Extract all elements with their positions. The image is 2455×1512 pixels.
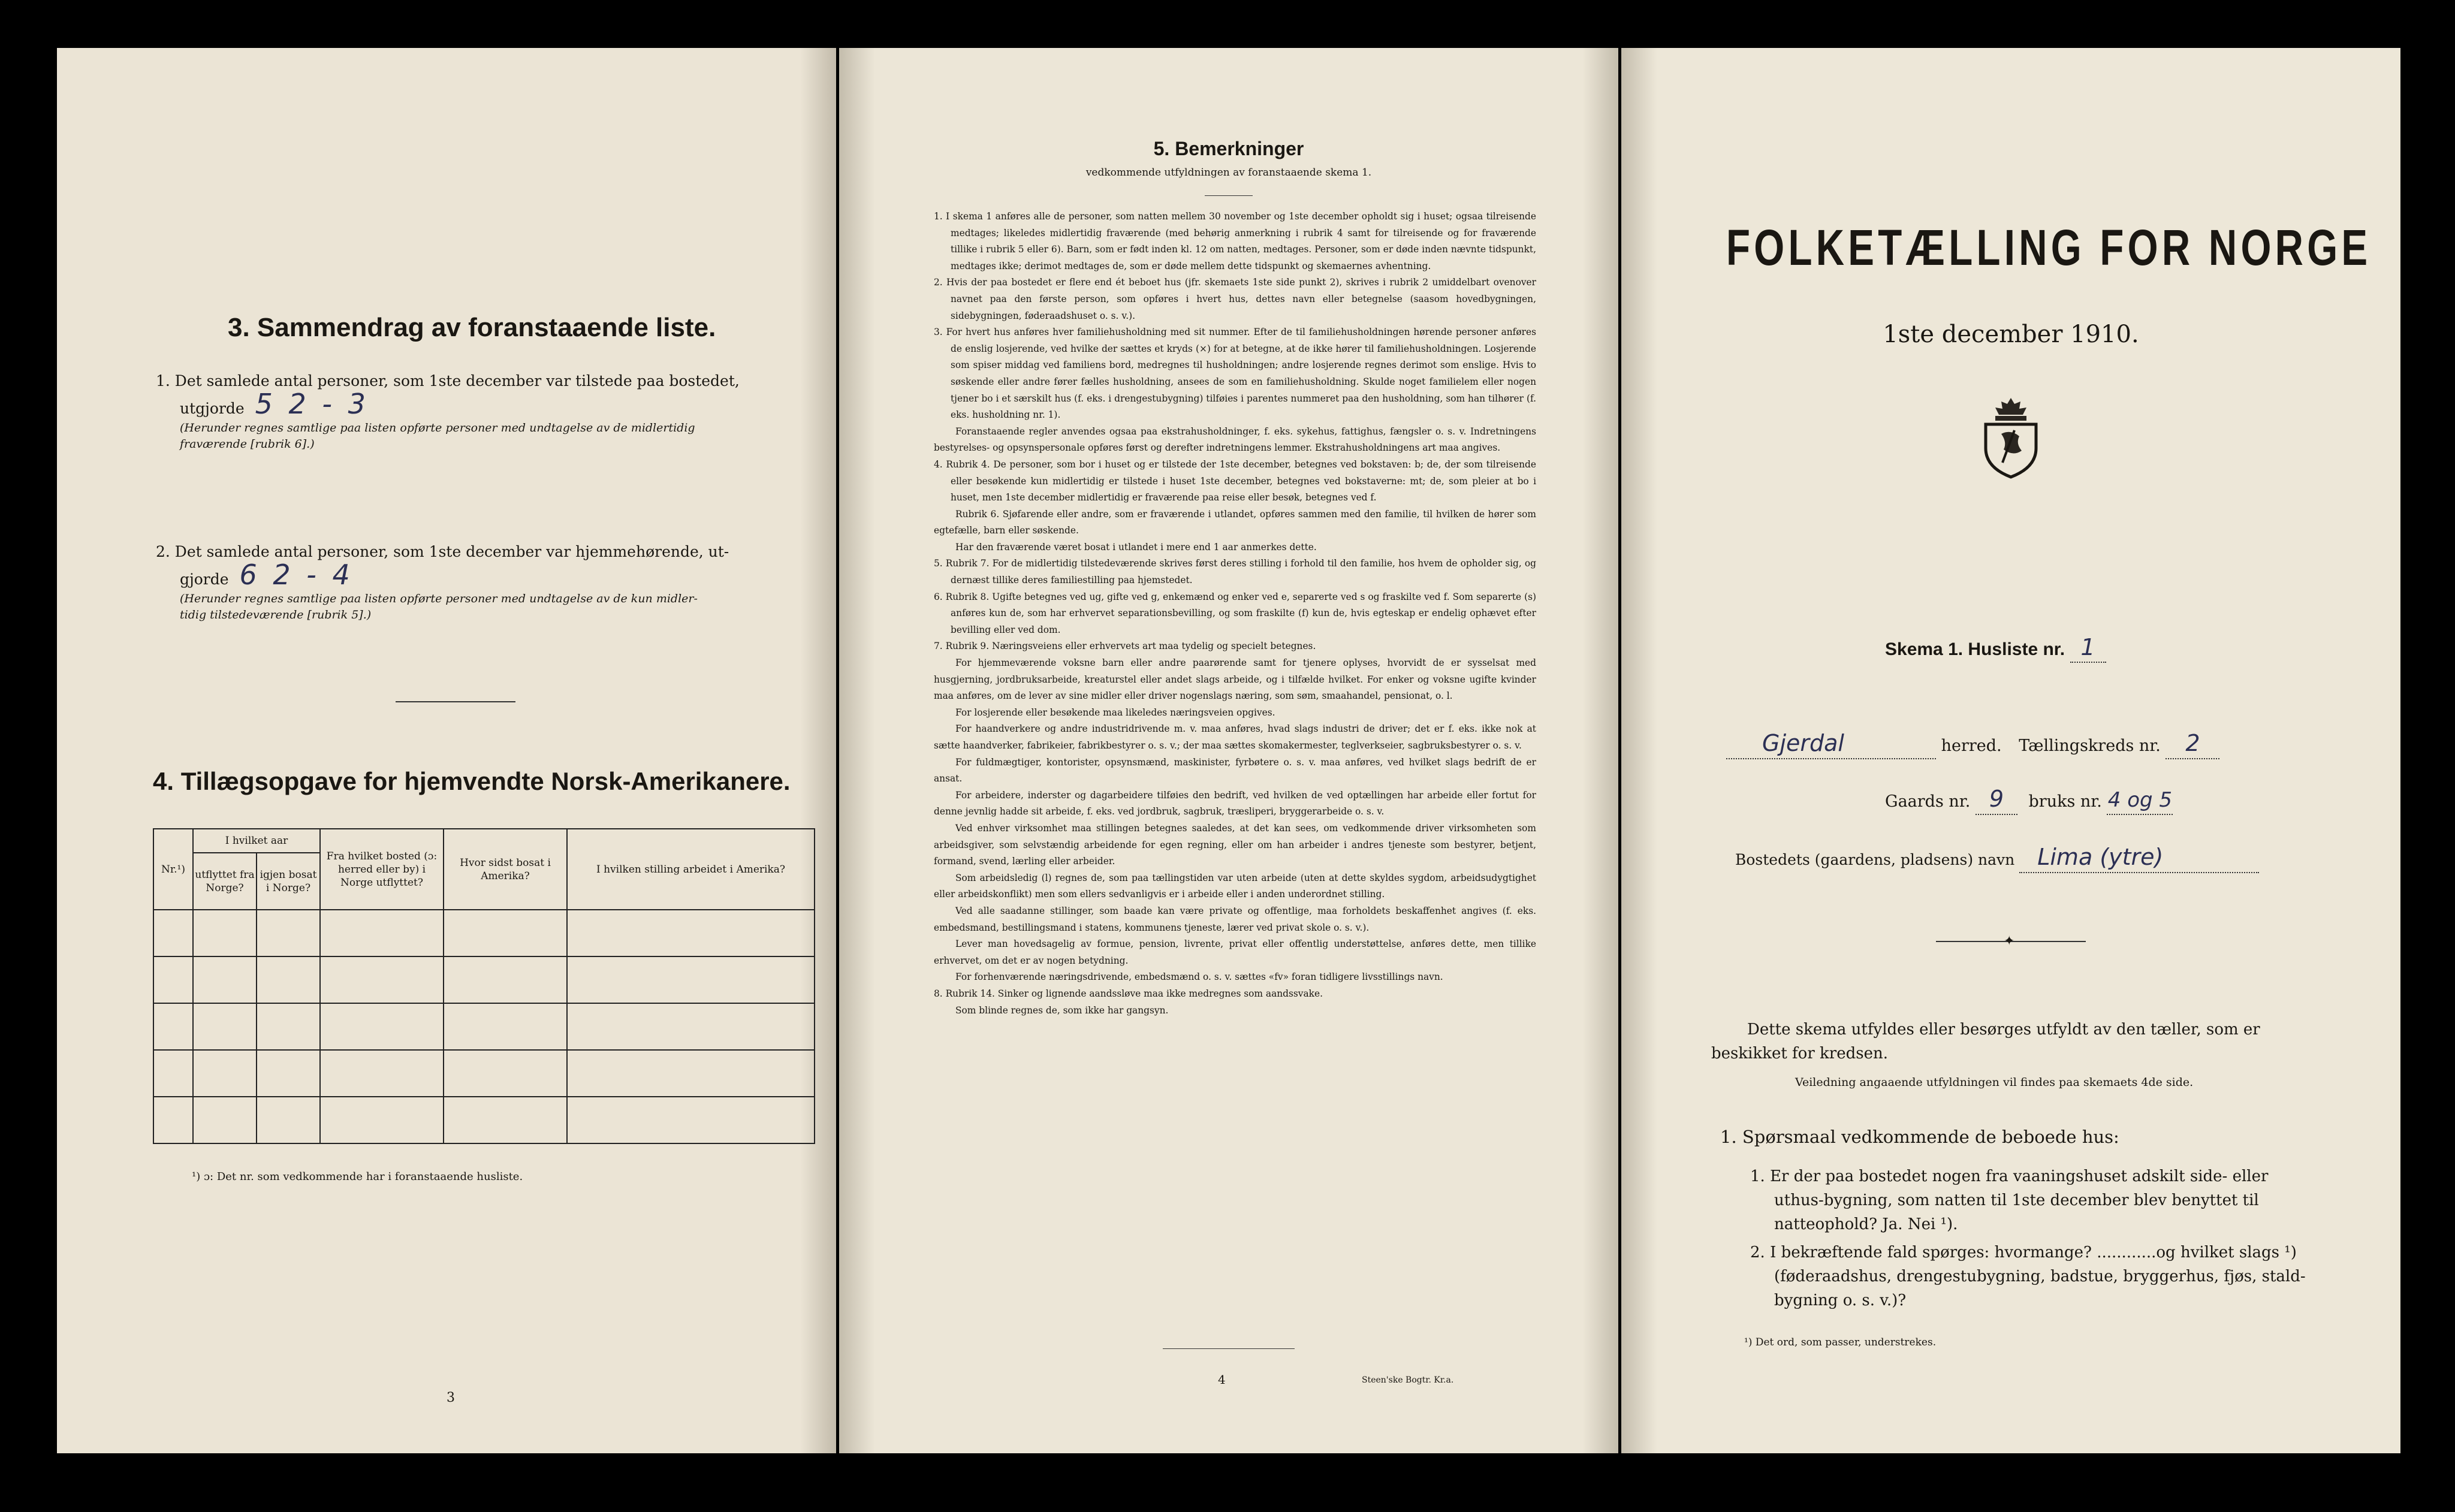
- page-4: [839, 48, 1618, 1453]
- remark-paragraph: 1. I skema 1 anføres alle de personer, som natten mellem 30 november og 1ste december opholdt sig i huset; ogsaa tilreisende medtages; likeledes midlertidig fraværende (med behørig anmerkning i rubrik 4 samt for tilreisende og for fraværende tillike i rubrik 5 eller 6). Barn, som er født inden kl. 12 om natten, medtages. Personer, som er døde inden nævnte tidspunkt, medtages ikke; derimot medtages de, som er døde mellem dette tidspunkt og skemaernes avhentning.: [934, 211, 1536, 271]
- summary-item-2-note: (Herunder regnes samtlige paa listen opførte personer med undtagelse av de kun midler-: [180, 592, 698, 605]
- coat-of-arms-icon: [1977, 396, 2044, 479]
- instructions-line-1: Dette skema utfyldes eller besørges utfyldt av den tæller, som er: [1747, 1021, 2260, 1039]
- bemerkninger-subtitle: vedkommende utfyldningen av foranstaaende skema 1.: [1085, 167, 1372, 179]
- summary-item-1-value: 5 2 - 3: [255, 388, 369, 420]
- gaards-label: Gaards nr.: [1885, 792, 1971, 811]
- table-row: [153, 1097, 815, 1143]
- summary-item-1-text: 1. Det samlede antal personer, som 1ste december var tilstede paa bostedet,: [156, 372, 740, 390]
- census-date: 1ste december 1910.: [1883, 321, 2139, 348]
- bosted-value: Lima (ytre): [2037, 844, 2164, 870]
- krets-value: 2: [2185, 730, 2200, 756]
- bosted-label: Bostedets (gaardens, pladsens) navn: [1735, 851, 2015, 868]
- remark-paragraph: For losjerende eller besøkende maa likeledes næringsveien opgives.: [955, 707, 1275, 718]
- remark-paragraph: 4. Rubrik 4. De personer, som bor i huset og er tilstede der 1ste december, betegnes ved bokstaven: b; de, der som tilreisende eller besøkende kun midlertidig er tilstede i huset 1ste december, betegnes ved bokstaverne: mt; de, som pleier at bo i huset, men 1ste december midlertidig er fraværende paa reise eller besøk, betegnes ved f.: [934, 458, 1536, 503]
- bruks-value: 4 og 5: [2107, 788, 2173, 812]
- table-row: [153, 1050, 815, 1097]
- question-1-line-2: uthus-bygning, som natten til 1ste december blev benyttet til: [1774, 1191, 2259, 1209]
- ornament-icon: ✦: [2004, 934, 2015, 949]
- bemerkninger-body: [934, 209, 1536, 1019]
- summary-item-1-note: (Herunder regnes samtlige paa listen opførte personer med undtagelse av de midlertidig: [180, 421, 695, 434]
- gaards-value: 9: [1989, 786, 2004, 812]
- question-1-line-1: 1. Er der paa bostedet nogen fra vaaningshuset adskilt side- eller: [1750, 1167, 2269, 1185]
- herred-value: Gjerdal: [1762, 730, 1844, 756]
- remark-paragraph: Ved alle saadanne stillinger, som baade kan være private og offentlige, maa forholdets beskaffenhet angives (f. eks. embedsmand, bestillingsmand i statens, kommunens tjeneste, lærer ved privat skole o. s. v.).: [934, 905, 1536, 933]
- instructions: [1711, 1018, 2370, 1066]
- question-2: [1750, 1241, 2385, 1312]
- page-1: [1621, 48, 2400, 1453]
- page-fold-shadow: [800, 48, 836, 1453]
- section-4-title: 4. Tillægsopgave for hjemvendte Norsk-Amerikanere.: [153, 767, 791, 795]
- section-4-footnote: ¹) ɔ: Det nr. som vedkommende har i foranstaaende husliste.: [192, 1170, 523, 1183]
- summary-item-2-note-2: tidig tilstedeværende [rubrik 5].): [180, 608, 372, 621]
- page-3: [57, 48, 836, 1453]
- page-number: 3: [447, 1390, 455, 1405]
- page-fold-shadow-left: [839, 48, 875, 1453]
- remark-paragraph: Lever man hovedsagelig av formue, pension, livrente, privat eller offentlig understøttelse, anføres dette, men tillike erhvervet, om det er av nogen betydning.: [934, 938, 1536, 966]
- divider: [396, 701, 515, 702]
- col-hvor-header: Hvor sidst bosat i Amerika?: [444, 829, 567, 910]
- question-2-line-3: bygning o. s. v.)?: [1774, 1291, 1907, 1309]
- remark-paragraph: For hjemmeværende voksne barn eller andre paarørende samt for tjenere oplyses, hvorvidt de er sysselsat med husgjerning, jordbruksarbeide, kreaturstel eller andet slags arbeide, og i tilfælde hvilket. For enker og voksne ugifte kvinder maa anføres, om de lever av sine midler eller driver nogenslags næring, som søm, smaahandel, pensionat, o. l.: [934, 657, 1536, 702]
- gaards-line: [1885, 787, 2173, 815]
- remark-paragraph: 7. Rubrik 9. Næringsveiens eller erhvervets art maa tydelig og specielt betegnes.: [934, 641, 1316, 652]
- census-title: FOLKETÆLLING FOR NORGE: [1726, 219, 2372, 276]
- col-igjen-header: igjen bosat i Norge?: [257, 853, 320, 910]
- instructions-line-2: beskikket for kredsen.: [1711, 1045, 1888, 1063]
- remark-paragraph: 8. Rubrik 14. Sinker og lignende aandssløve maa ikke medregnes som aandssvake.: [934, 988, 1323, 999]
- husliste-number: 1: [2080, 634, 2095, 660]
- bemerkninger-title: 5. Bemerkninger: [1153, 138, 1304, 159]
- question-1-line-3: natteophold? Ja. Nei ¹).: [1774, 1215, 1958, 1233]
- instructions-note: Veiledning angaaende utfyldningen vil findes paa skemaets 4de side.: [1795, 1076, 2194, 1089]
- summary-item-2-text: 2. Det samlede antal personer, som 1ste december var hjemmehørende, ut-: [156, 543, 729, 560]
- summary-item-1: [156, 370, 821, 452]
- summary-item-2: [156, 541, 821, 623]
- remark-paragraph: 3. For hvert hus anføres hver familiehusholdning med sit nummer. Efter de til familiehusholdningen hørende personer anføres de enslig losjerende, ved hvilke der sættes et kryds (×) for at betegne, at de ikke hører til familiehusholdningen. Losjerende som spiser middag ved familiens bord, medregnes til husholdningen; andre losjerende regnes derimot som enslige. Hvis to søskende eller andre fører fælles husholdning, ansees de som en familiehusholdning. Skulde noget familielem eller nogen tjener bo i et særskilt hus (f. eks. i drengestubygning) tilføies i parentes nummeret paa den husholdning, som han tilhører (f. eks. husholdning nr. 1).: [934, 327, 1536, 421]
- question-2-line-2: (føderaadshus, drengestubygning, badstue, bryggerhus, fjøs, stald-: [1774, 1267, 2306, 1285]
- table-row: [153, 910, 815, 956]
- remark-paragraph: Som arbeidsledig (l) regnes de, som paa tællingstiden var uten arbeide (uten at dette skyldes sygdom, arbeidsudygtighet eller arbeidskonflikt) men som ellers sedvanligvis er i arbeide eller i anden underordnet stilling.: [934, 872, 1536, 900]
- summary-item-1-note-2: fraværende [rubrik 6].): [180, 437, 315, 451]
- schema-label: Skema 1. Husliste nr.: [1885, 639, 2065, 659]
- page-1-footnote: ¹) Det ord, som passer, understrekes.: [1744, 1336, 1937, 1348]
- remark-paragraph: 6. Rubrik 8. Ugifte betegnes ved ug, gifte ved g, enkemænd og enker ved e, separerte ved s og fraskilte ved f. Som separerte (s) anføres kun de, som har erhvervet separationsbevilling, og som fraskilte (f) kun de, hvis egteskap er endelig ophævet efter bevilling eller ved dom.: [934, 591, 1536, 635]
- remark-paragraph: Som blinde regnes de, som ikke har gangsyn.: [955, 1004, 1169, 1016]
- remark-paragraph: For haandverkere og andre industridrivende m. v. maa anføres, hvad slags industri de driver; det er f. eks. ikke nok at sætte haandverker, fabrikeier, fabrikbestyrer o. s. v.; der maa sættes skomakermester, teglverkseier, sagbruksbestyrer o. s. v.: [934, 723, 1536, 751]
- col-group-header: I hvilket aar: [193, 829, 320, 853]
- col-stilling-header: I hvilken stilling arbeidet i Amerika?: [567, 829, 815, 910]
- summary-item-2-prefix: gjorde: [180, 571, 229, 588]
- remark-paragraph: For forhenværende næringsdrivende, embedsmænd o. s. v. sættes «fv» foran tidligere livsstillings navn.: [955, 971, 1443, 983]
- divider: [1163, 1348, 1295, 1349]
- col-fra-header: Fra hvilket bosted (ɔ: herred eller by) i Norge utflyttet?: [320, 829, 444, 910]
- table-row: [153, 1003, 815, 1050]
- divider: [1205, 195, 1253, 196]
- remark-paragraph: Har den fraværende været bosat i utlandet i mere end 1 aar anmerkes dette.: [955, 541, 1317, 553]
- table-row: [153, 956, 815, 1003]
- col-nr-header: Nr.¹): [153, 829, 193, 910]
- krets-label: Tællingskreds nr.: [2019, 737, 2161, 755]
- herred-label: herred.: [1941, 737, 2002, 755]
- page-fold-shadow: [1621, 48, 1657, 1453]
- printer-mark: Steen'ske Bogtr. Kr.a.: [1362, 1375, 1454, 1385]
- bruks-label: bruks nr.: [2028, 792, 2102, 811]
- schema-line: [1885, 635, 2106, 663]
- summary-item-1-prefix: utgjorde: [180, 400, 245, 417]
- page-fold-shadow-right: [1582, 48, 1618, 1453]
- summary-item-2-value: 6 2 - 4: [239, 559, 354, 591]
- remark-paragraph: For fuldmægtiger, kontorister, opsynsmænd, maskinister, fyrbøtere o. s. v. maa anføres, ved hvilket slags bedrift de er ansat.: [934, 756, 1536, 784]
- section-3-title: 3. Sammendrag av foranstaaende liste.: [228, 313, 716, 342]
- question-2-line-1: 2. I bekræftende fald spørges: hvormange? ............og hvilket slags ¹): [1750, 1244, 2297, 1261]
- bosted-line: [1735, 845, 2259, 873]
- remark-paragraph: Rubrik 6. Sjøfarende eller andre, som er fraværende i utlandet, opføres sammen med den familie, til hvilken de hører som egtefælle, barn eller søskende.: [934, 508, 1536, 536]
- remark-paragraph: For arbeidere, inderster og dagarbeidere tilføies den bedrift, ved hvilken de ved optællingen har arbeide eller fortut for denne jevnlig hadde sit arbeide, f. eks. ved jordbruk, sagbruk, træsliperi, bryggerarbeide o. s. v.: [934, 789, 1536, 817]
- remark-paragraph: 2. Hvis der paa bostedet er flere end ét beboet hus (jfr. skemaets 1ste side punkt 2), skrives i rubrik 2 umiddelbart ovenover navnet paa den første person, som opføres i hvert hus, dettes navn eller betegnelse (saasom hovedbygningen, sidebygningen, føderaadshuset o. s. v.).: [934, 277, 1536, 321]
- question-1: [1750, 1164, 2379, 1236]
- page-number: 4: [1218, 1372, 1226, 1387]
- question-section-title: 1. Spørsmaal vedkommende de beboede hus:: [1720, 1127, 2119, 1147]
- remark-paragraph: 5. Rubrik 7. For de midlertidig tilstedeværende skrives først deres stilling i forhold til den familie, hos hvem de opholder sig, og dernæst tillike deres familiestilling paa hjemstedet.: [934, 558, 1536, 586]
- herred-line: [1726, 731, 2379, 759]
- remark-paragraph: Foranstaaende regler anvendes ogsaa paa ekstrahusholdninger, f. eks. sykehus, fattighus, fængsler o. s. v. Indretningens bestyrelses- og opsynspersonale opføres først og derefter indretningens lemmer. Ekstrahusholdningens art maa angives.: [934, 425, 1536, 454]
- remark-paragraph: Ved enhver virksomhet maa stillingen betegnes saaledes, at det kan sees, om vedkommende driver virksomheten som arbeidsgiver, som selvstændig arbeidende for egen regning, eller om han arbeider i andres tjeneste som bestyrer, betjent, formand, svend, lærling eller arbeider.: [934, 822, 1536, 867]
- col-utflyttet-header: utflyttet fra Norge?: [193, 853, 257, 910]
- norsk-amerikanere-table: [153, 828, 815, 1144]
